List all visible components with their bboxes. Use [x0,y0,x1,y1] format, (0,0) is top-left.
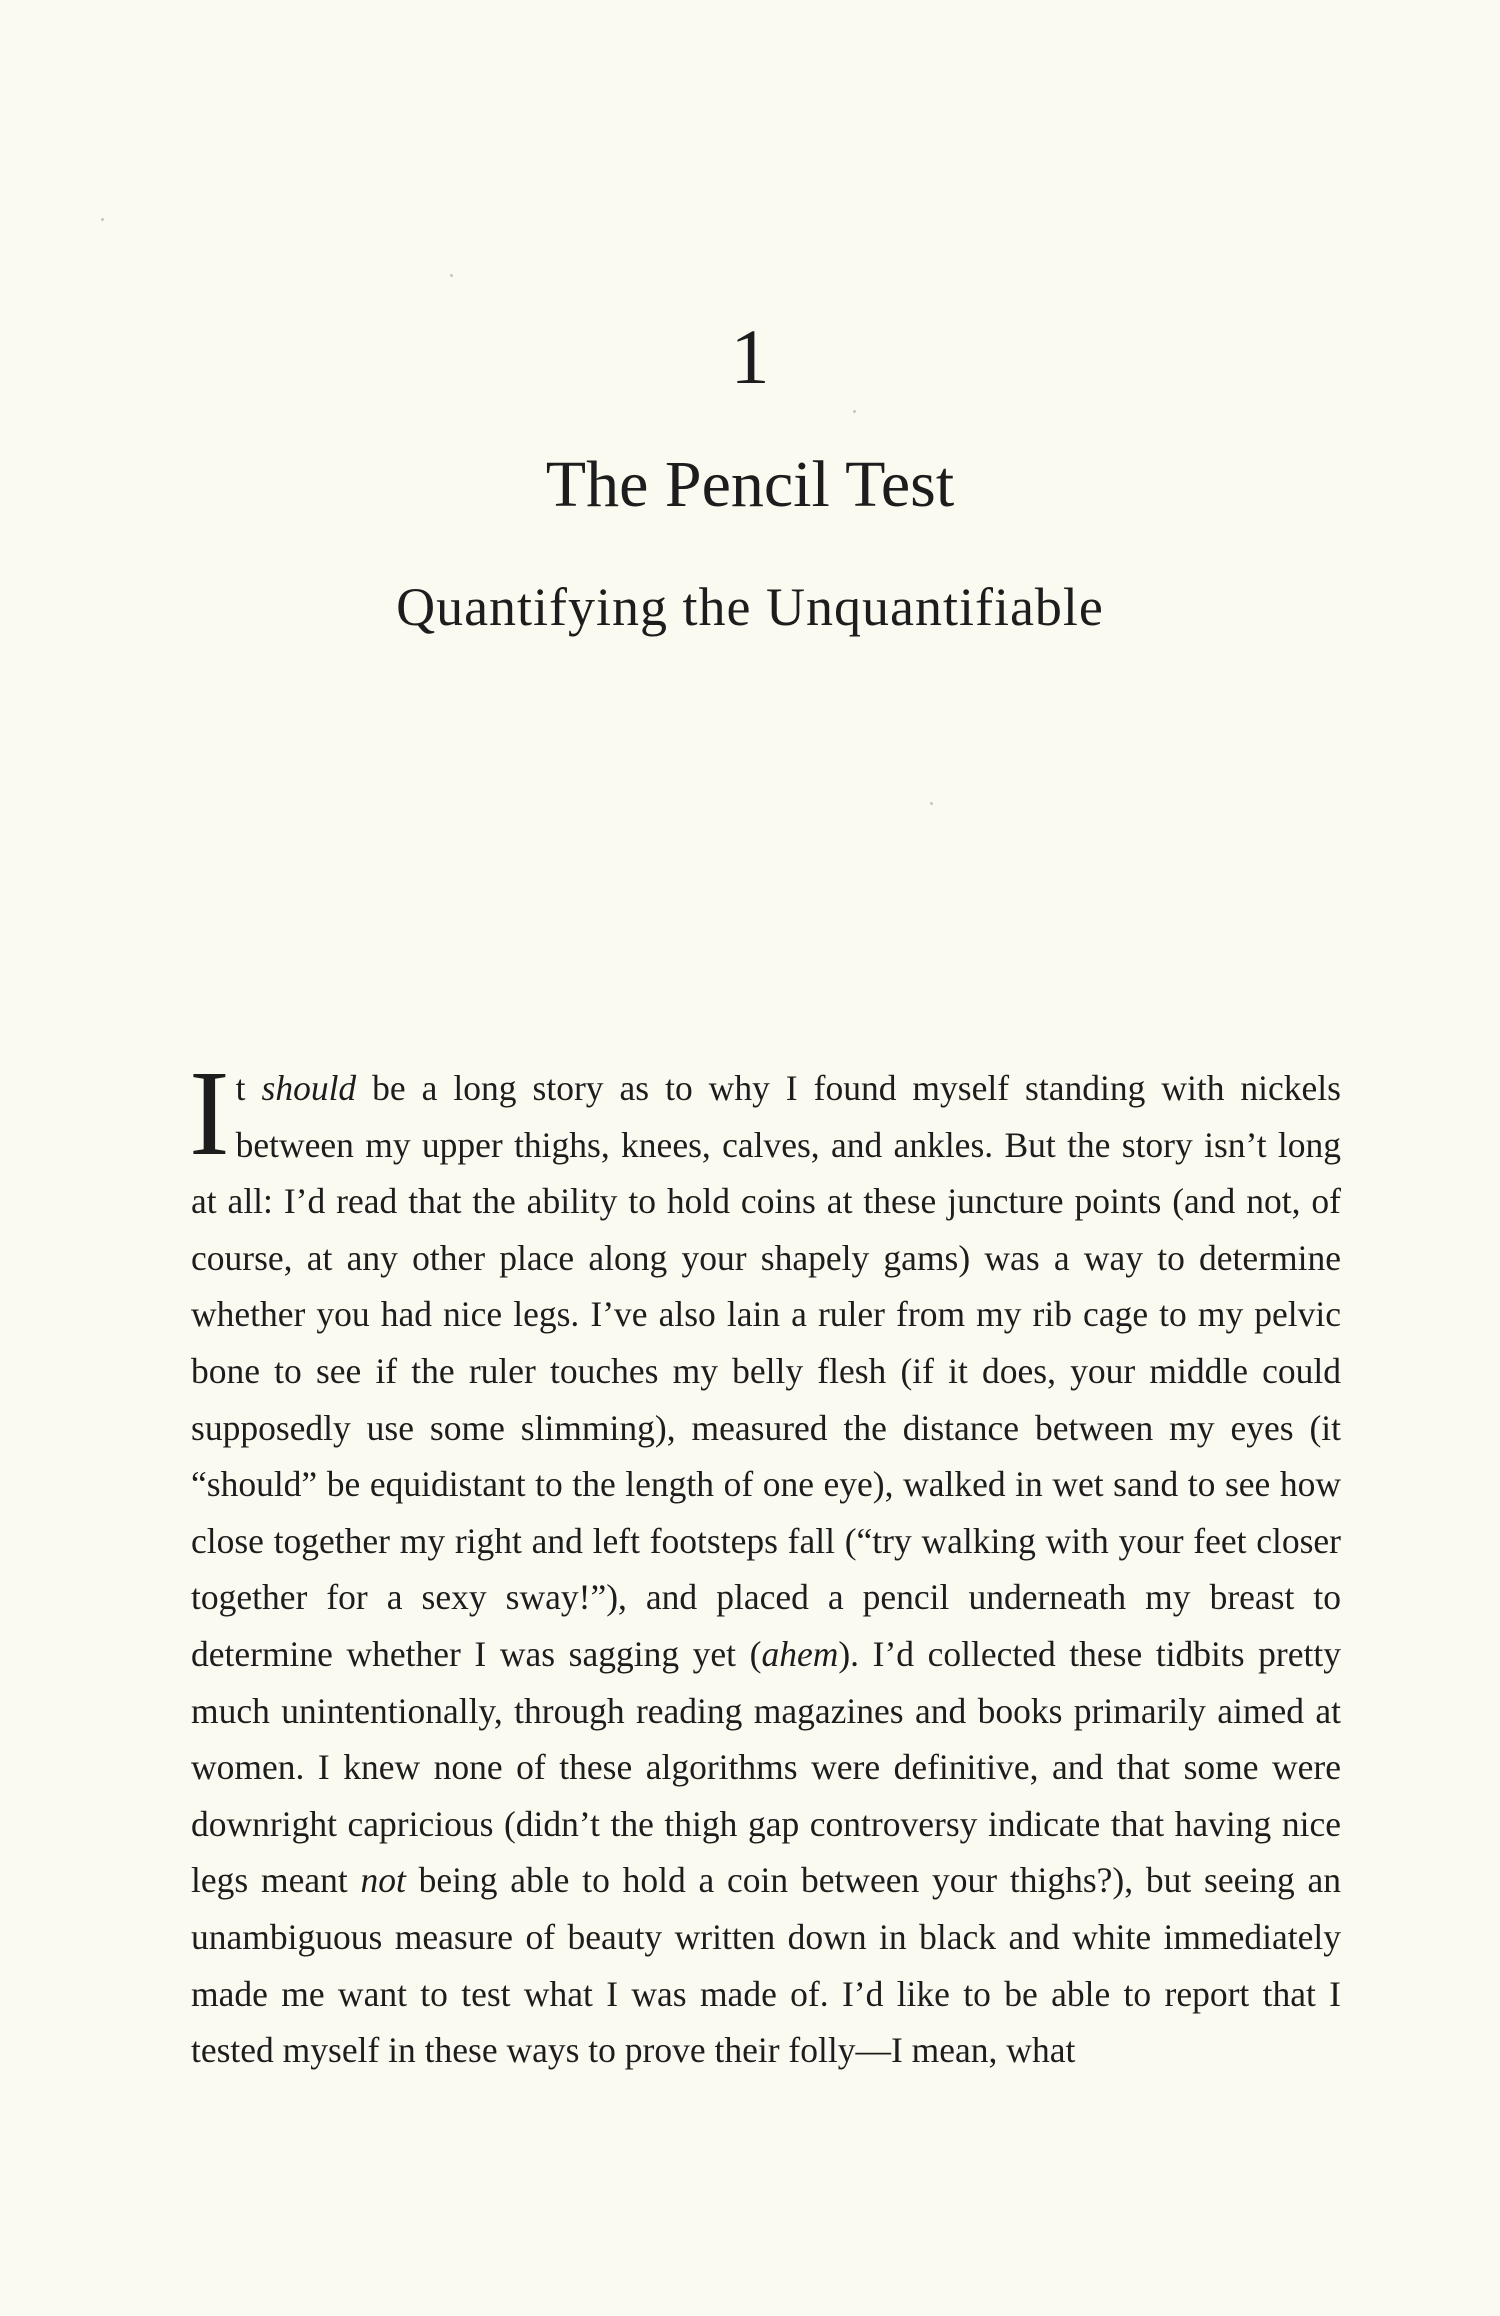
chapter-number: 1 [730,313,770,400]
text-segment-italic: not [360,1860,406,1901]
paper-speck [450,274,453,277]
text-segment: being able to hold a coin between your thighs?), but seeing an unambiguous measure of beauty written down in black and white immediately made me want to test what I was made of. I’d like to be able to report that I tested myself in these ways to prove their folly—I mean, what [191,1860,1341,2071]
chapter-subtitle: Quantifying the Unquantifiable [396,577,1104,637]
text-segment: ). I’d collected these tidbits pretty much unintentionally, through reading magazines and books primarily aimed at women. I knew none of these algorithms were definitive, and that some were downright capricious (didn’t the thigh gap controversy indicate that having nice legs meant [191,1633,1341,1901]
paper-speck [101,218,104,221]
text-segment: t [235,1068,262,1108]
paper-speck [853,410,856,413]
body-paragraph [189,1046,1341,2079]
text-segment-italic: ahem [761,1633,839,1674]
chapter-title: The Pencil Test [545,448,955,521]
text-segment: be a long story as to why I found myself standing with nickels between my upper thighs, knees, calves, and ankles. But the story isn’t long at all: I’d read that the ability to hold coins at these juncture points (and not, of course, at any other place along your shapely gams) was a way to determine whether you had nice legs. I’ve also lain a ruler from my rib cage to my pelvic bone to see if the ruler touches my belly flesh (if it does, your middle could supposedly use some slimming), measured the distance between my eyes (it “should” be equidistant to the length of one eye), walked in wet sand to see how close together my right and left footsteps fall (“try walking with your feet closer together for a sexy sway!”), and placed a pencil underneath my breast to determine whether I was sagging yet ( [191,1068,1341,1674]
paper-speck [930,802,933,805]
drop-cap: I [189,1046,230,1181]
text-segment-italic: should [261,1068,357,1108]
